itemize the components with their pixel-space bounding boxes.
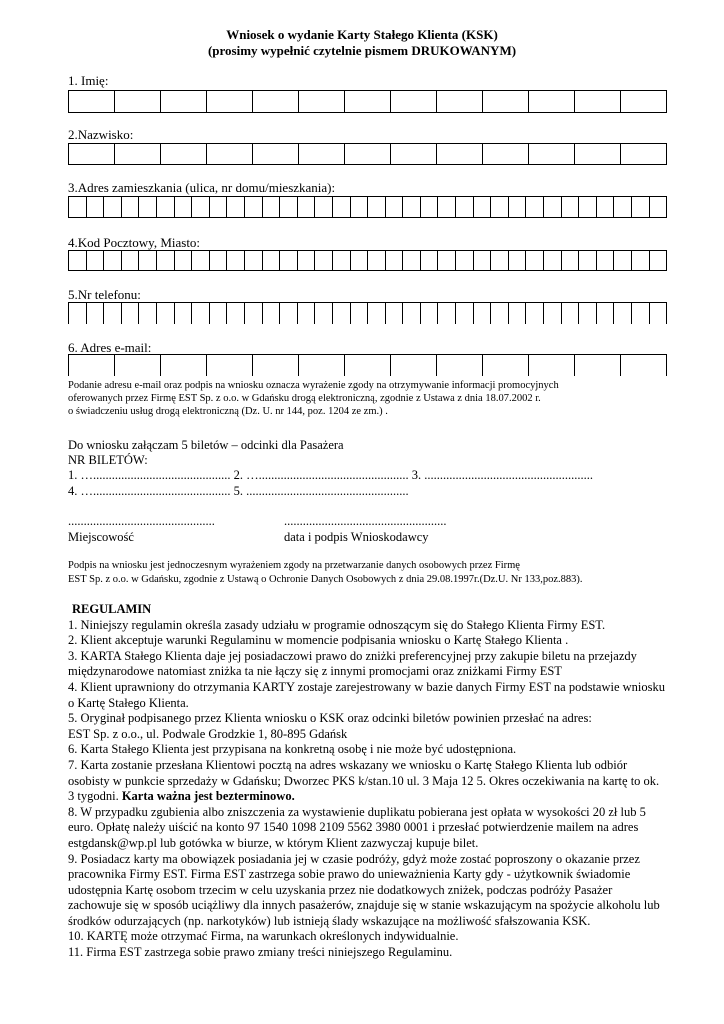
form-title: Wniosek o wydanie Karty Stałego Klienta (KSK) (226, 27, 498, 42)
letter-box[interactable] (253, 91, 299, 112)
letter-box[interactable] (245, 251, 263, 270)
postal-city-input-grid[interactable] (68, 250, 667, 271)
place-label: Miejscowość (68, 530, 134, 544)
letter-box[interactable] (161, 91, 207, 112)
letter-box[interactable] (345, 355, 391, 376)
letter-box[interactable] (474, 303, 492, 324)
letter-box[interactable] (115, 144, 161, 164)
letter-box[interactable] (210, 197, 228, 217)
letter-box[interactable] (263, 251, 281, 270)
letter-box[interactable] (403, 197, 421, 217)
letter-box[interactable] (544, 197, 562, 217)
form-subtitle: (prosimy wypełnić czytelnie pismem DRUKOWANYM) (207, 43, 517, 58)
letter-box[interactable] (529, 91, 575, 112)
letter-box[interactable] (87, 303, 105, 324)
last-name-label: 2.Nazwisko: (68, 127, 134, 142)
place-dots[interactable]: ............................................... (68, 514, 215, 528)
letter-box[interactable] (299, 91, 345, 112)
email-consent-line-3: o świadczeniu usług drogą elektroniczną (Dz. U. nr 144, poz. 1204 ze zm.) . (68, 406, 388, 417)
letter-box[interactable] (483, 355, 529, 376)
letter-box[interactable] (650, 303, 667, 324)
letter-box[interactable] (115, 91, 161, 112)
signature-dots[interactable]: .................................................... (284, 514, 447, 528)
letter-box[interactable] (69, 251, 87, 270)
letter-box[interactable] (315, 197, 333, 217)
tickets-header: NR BILETÓW: (68, 453, 148, 467)
letter-box[interactable] (157, 303, 175, 324)
letter-box[interactable] (351, 251, 369, 270)
email-consent-line-1: Podanie adresu e-mail oraz podpis na wniosku oznacza wyrażenie zgody na otrzymywanie informacji promocyjnych (68, 380, 559, 391)
letter-box[interactable] (161, 144, 207, 164)
letter-box[interactable] (491, 197, 509, 217)
letter-box[interactable] (614, 251, 632, 270)
letter-box[interactable] (650, 197, 667, 217)
letter-box[interactable] (280, 197, 298, 217)
letter-box[interactable] (280, 251, 298, 270)
letter-box[interactable] (122, 303, 140, 324)
letter-box[interactable] (333, 197, 351, 217)
regulamin-item-5: 5. Oryginał podpisanego przez Klienta wniosku o KSK oraz odcinki biletów powinien przesłać na adres: (68, 711, 592, 726)
regulamin-item-7-text: 7. Karta zostanie przesłana Klientowi pocztą na adres wskazany we wniosku o Kartę Stałego Klienta lub odbiór osobisty w punkcie sprzedaży w Gdańsku; Dworzec PKS k/stan.10 ul. 3 Maja 12 5. Okres oczekiwania na kartę to ok. 3 tygodni. (68, 757, 660, 804)
regulamin-item-2: 2. Klient akceptuje warunki Regulaminu w momencie podpisania wniosku o Kartę Stałego Klienta . (68, 633, 569, 648)
letter-box[interactable] (227, 197, 245, 217)
letter-box[interactable] (368, 251, 386, 270)
postal-city-label: 4.Kod Pocztowy, Miasto: (68, 235, 201, 250)
regulamin-item-9: 9. Posiadacz karty ma obowiązek posiadania jej w czasie podróży, gdyż może zostać poproszony o okazanie przez pracownika Firmy EST. Firma EST zastrzega sobie prawo do unieważnienia Karty gdy - użytkownik świadomie udostępnia Kartę osobom trzecim w celu uzyskania przez nie dodatkowych zniżek, podczas podróży Pasażer zachowuje się w sposób uciążliwy dla innych pasażerów, znajduje się w stanie wskazującym na spożycie alkoholu lub środków odurzających (np. narkotyków) lub istnieją ślady wskazujące na możliwość sfałszowania KSK. (68, 851, 660, 928)
letter-box[interactable] (210, 303, 228, 324)
letter-box[interactable] (345, 144, 391, 164)
regulamin-item-6: 6. Karta Stałego Klienta jest przypisana na konkretną osobę i nie może być udostępniona. (68, 742, 517, 757)
data-consent-line-1: Podpis na wniosku jest jednoczesnym wyrażeniem zgody na przetwarzanie danych osobowych przez Firmę (68, 560, 520, 571)
letter-box[interactable] (161, 355, 207, 376)
tickets-row-1[interactable]: 1. …............................................ 2. …................................................ 3. ...................................................... (68, 468, 593, 482)
letter-box[interactable] (69, 144, 115, 164)
letter-box[interactable] (438, 251, 456, 270)
email-input-grid[interactable] (68, 354, 667, 376)
letter-box[interactable] (544, 303, 562, 324)
letter-box[interactable] (562, 251, 580, 270)
letter-box[interactable] (157, 251, 175, 270)
letter-box[interactable] (562, 303, 580, 324)
letter-box[interactable] (597, 251, 615, 270)
letter-box[interactable] (87, 197, 105, 217)
letter-box[interactable] (299, 144, 345, 164)
letter-box[interactable] (245, 197, 263, 217)
letter-box[interactable] (210, 251, 228, 270)
letter-box[interactable] (597, 303, 615, 324)
letter-box[interactable] (391, 355, 437, 376)
letter-box[interactable] (104, 197, 122, 217)
letter-box[interactable] (386, 197, 404, 217)
letter-box[interactable] (139, 251, 157, 270)
letter-box[interactable] (386, 303, 404, 324)
letter-box[interactable] (579, 251, 597, 270)
regulamin-item-4: 4. Klient uprawniony do otrzymania KARTY zostaje zarejestrowany w bazie danych Firmy EST na podstawie wniosku o Kartę Stałego Klienta. (68, 679, 666, 710)
letter-box[interactable] (122, 197, 140, 217)
letter-box[interactable] (298, 251, 316, 270)
letter-box[interactable] (391, 144, 437, 164)
regulamin-item-11: 11. Firma EST zastrzega sobie prawo zmiany treści niniejszego Regulaminu. (68, 945, 453, 960)
letter-box[interactable] (104, 303, 122, 324)
letter-box[interactable] (438, 303, 456, 324)
regulamin-item-5-address: EST Sp. z o.o., ul. Podwale Grodzkie 1, 80-895 Gdańsk (68, 726, 348, 741)
letter-box[interactable] (368, 303, 386, 324)
tickets-intro: Do wniosku załączam 5 biletów – odcinki dla Pasażera (68, 438, 344, 452)
tickets-row-2[interactable]: 4. …............................................ 5. .................................................... (68, 484, 409, 498)
letter-box[interactable] (175, 303, 193, 324)
regulamin-item-7-bold: Karta ważna jest bezterminowo. (121, 789, 295, 804)
letter-box[interactable] (456, 251, 474, 270)
address-input-grid[interactable] (68, 196, 667, 218)
letter-box[interactable] (509, 197, 527, 217)
letter-box[interactable] (403, 303, 421, 324)
letter-box[interactable] (315, 303, 333, 324)
letter-box[interactable] (69, 197, 87, 217)
letter-box[interactable] (421, 197, 439, 217)
email-consent-line-2: oferowanych przez Firmę EST Sp. z o.o. w Gdańsku drogą elektroniczną, zgodnie z Ustawa z dnia 18.07.2002 r. (68, 393, 541, 404)
letter-box[interactable] (509, 251, 527, 270)
letter-box[interactable] (483, 91, 529, 112)
letter-box[interactable] (491, 303, 509, 324)
last-name-input-grid[interactable] (68, 143, 667, 165)
letter-box[interactable] (632, 303, 650, 324)
letter-box[interactable] (526, 303, 544, 324)
letter-box[interactable] (122, 251, 140, 270)
regulamin-section (68, 602, 668, 961)
letter-box[interactable] (253, 144, 299, 164)
letter-box[interactable] (621, 91, 666, 112)
letter-box[interactable] (614, 197, 632, 217)
letter-box[interactable] (157, 197, 175, 217)
regulamin-item-8: 8. W przypadku zgubienia albo zniszczenia za wystawienie duplikatu pobierana jest opłata w wysokości 20 zł lub 5 euro. Opłatę należy uiścić na konto 97 1540 1098 2109 5562 3980 0001 i przesłać potwierdzenie mailem na adres estgdansk@wp.pl lub gotówka w biurze, w którym Klient zazwyczaj kupuje bilet. (68, 804, 646, 850)
letter-box[interactable] (621, 355, 666, 376)
letter-box[interactable] (474, 251, 492, 270)
letter-box[interactable] (192, 251, 210, 270)
letter-box[interactable] (351, 303, 369, 324)
letter-box[interactable] (579, 197, 597, 217)
letter-box[interactable] (263, 197, 281, 217)
letter-box[interactable] (421, 303, 439, 324)
letter-box[interactable] (192, 197, 210, 217)
letter-box[interactable] (345, 91, 391, 112)
letter-box[interactable] (280, 303, 298, 324)
letter-box[interactable] (403, 251, 421, 270)
phone-input-grid[interactable] (68, 302, 667, 324)
letter-box[interactable] (207, 91, 253, 112)
letter-box[interactable] (333, 251, 351, 270)
letter-box[interactable] (562, 197, 580, 217)
letter-box[interactable] (368, 197, 386, 217)
letter-box[interactable] (421, 251, 439, 270)
address-label: 3.Adres zamieszkania (ulica, nr domu/mieszkania): (68, 180, 336, 195)
letter-box[interactable] (333, 303, 351, 324)
letter-box[interactable] (386, 251, 404, 270)
regulamin-item-3: 3. KARTA Stałego Klienta daje jej posiadaczowi prawo do zniżki preferencyjnej przy zakupie biletu na przejazdy międzynarodowe natomiast zniżka ta nie łączy się z innymi promocjami oraz zniżkami Firmy EST (68, 648, 637, 679)
letter-box[interactable] (175, 197, 193, 217)
letter-box[interactable] (575, 144, 621, 164)
letter-box[interactable] (529, 355, 575, 376)
regulamin-title: REGULAMIN (72, 602, 152, 616)
letter-box[interactable] (456, 197, 474, 217)
letter-box[interactable] (139, 303, 157, 324)
letter-box[interactable] (253, 355, 299, 376)
letter-box[interactable] (263, 303, 281, 324)
letter-box[interactable] (87, 251, 105, 270)
data-consent-line-2: EST Sp. z o.o. w Gdańsku, zgodnie z Ustawą o Ochronie Danych Osobowych z dnia 29.08.1997r.(Dz.U. Nr 133,poz.883). (68, 574, 583, 585)
letter-box[interactable] (529, 144, 575, 164)
letter-box[interactable] (438, 197, 456, 217)
letter-box[interactable] (437, 91, 483, 112)
letter-box[interactable] (575, 355, 621, 376)
letter-box[interactable] (491, 251, 509, 270)
letter-box[interactable] (298, 303, 316, 324)
letter-box[interactable] (207, 144, 253, 164)
letter-box[interactable] (351, 197, 369, 217)
regulamin-item-1: 1. Niniejszy regulamin określa zasady udziału w programie odnoszącym się do Stałego Klienta Firmy EST. (68, 617, 606, 632)
letter-box[interactable] (391, 91, 437, 112)
letter-box[interactable] (526, 197, 544, 217)
email-label: 6. Adres e-mail: (68, 340, 152, 355)
regulamin-item-10: 10. KARTĘ może otrzymać Firma, na warunkach określonych indywidualnie. (68, 929, 459, 944)
letter-box[interactable] (227, 303, 245, 324)
letter-box[interactable] (69, 303, 87, 324)
letter-box[interactable] (139, 197, 157, 217)
letter-box[interactable] (437, 355, 483, 376)
letter-box[interactable] (509, 303, 527, 324)
letter-box[interactable] (650, 251, 667, 270)
letter-box[interactable] (544, 251, 562, 270)
letter-box[interactable] (175, 251, 193, 270)
letter-box[interactable] (483, 144, 529, 164)
date-signature-label: data i podpis Wnioskodawcy (284, 530, 429, 544)
letter-box[interactable] (597, 197, 615, 217)
letter-box[interactable] (474, 197, 492, 217)
letter-box[interactable] (115, 355, 161, 376)
letter-box[interactable] (632, 251, 650, 270)
letter-box[interactable] (69, 91, 115, 112)
letter-box[interactable] (575, 91, 621, 112)
letter-box[interactable] (227, 251, 245, 270)
first-name-label: 1. Imię: (68, 73, 109, 88)
letter-box[interactable] (192, 303, 210, 324)
letter-box[interactable] (437, 144, 483, 164)
letter-box[interactable] (298, 197, 316, 217)
letter-box[interactable] (526, 251, 544, 270)
letter-box[interactable] (299, 355, 345, 376)
letter-box[interactable] (614, 303, 632, 324)
letter-box[interactable] (207, 355, 253, 376)
letter-box[interactable] (621, 144, 666, 164)
letter-box[interactable] (456, 303, 474, 324)
letter-box[interactable] (632, 197, 650, 217)
letter-box[interactable] (579, 303, 597, 324)
first-name-input-grid[interactable] (68, 90, 667, 113)
phone-label: 5.Nr telefonu: (68, 287, 141, 302)
regulamin-item-7 (68, 758, 668, 805)
letter-box[interactable] (69, 355, 115, 376)
letter-box[interactable] (104, 251, 122, 270)
letter-box[interactable] (245, 303, 263, 324)
letter-box[interactable] (315, 251, 333, 270)
